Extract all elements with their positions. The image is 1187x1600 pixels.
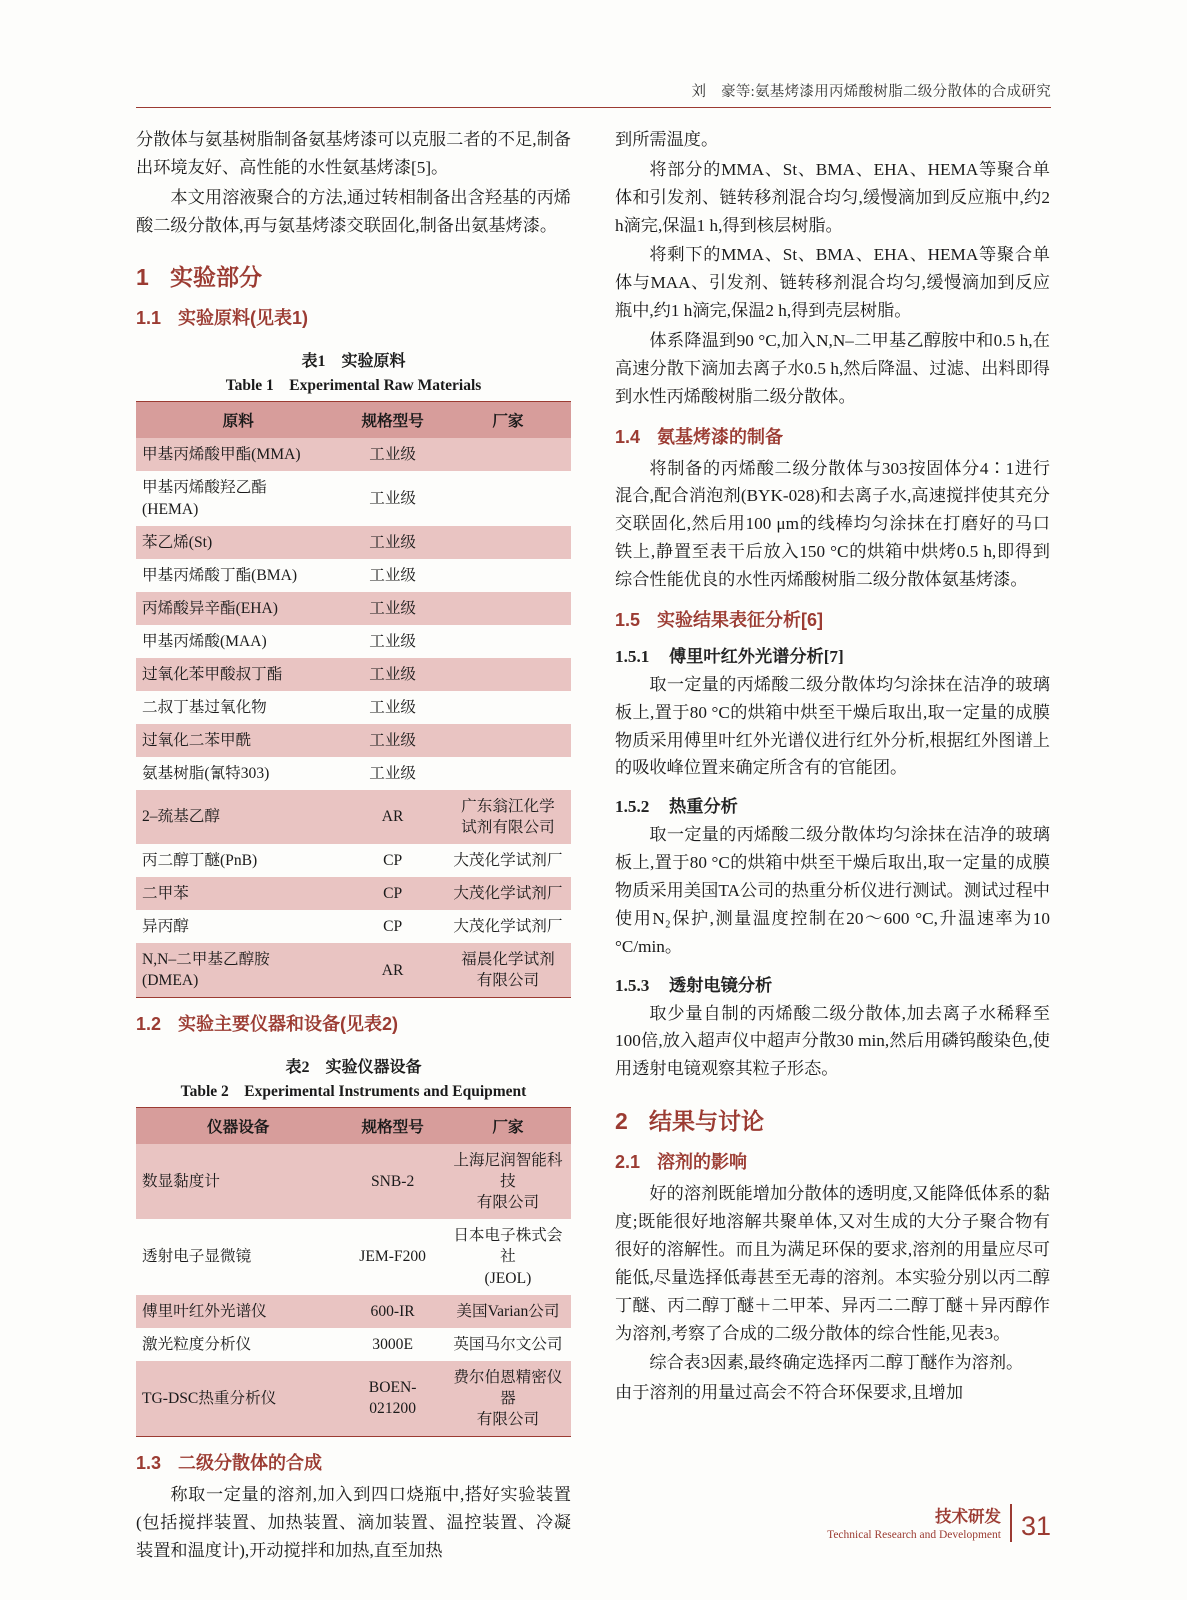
table1-caption-en: Table 1 Experimental Raw Materials — [225, 377, 482, 395]
left-column — [136, 126, 571, 1566]
table-raw-materials — [136, 402, 571, 997]
column-header: 仪器设备 — [136, 1108, 340, 1144]
table-row — [136, 526, 571, 559]
table-instruments — [136, 1108, 571, 1436]
subsection-title: 实验原料(见表1) — [178, 308, 308, 329]
page-footer — [827, 1504, 1051, 1542]
table-row — [136, 877, 571, 910]
header-rule — [136, 107, 1051, 108]
table-cell: JEM-F200 — [359, 1248, 426, 1266]
section-number: 2 — [615, 1108, 628, 1135]
table-cell: 二叔丁基过氧化物 — [142, 698, 267, 716]
subsection-title: 溶剂的影响 — [657, 1152, 747, 1173]
subsubsection-heading-1-5-1 — [615, 642, 1050, 667]
table-cell — [445, 757, 571, 790]
table-cell: 工业级 — [369, 764, 417, 782]
paragraph: 取少量自制的丙烯酸二级分散体,加去离子水稀释至100倍,放入超声仪中超声分散30 min,然后用磷钨酸染色,使用透射电镜观察其粒子形态。 — [615, 1003, 1050, 1079]
table-row — [136, 790, 571, 844]
table-cell — [445, 592, 571, 625]
subsubsection-title: 热重分析 — [669, 797, 738, 817]
table-cell: 工业级 — [340, 592, 444, 625]
running-head: 刘 豪等:氨基烤漆用丙烯酸树脂二级分散体的合成研究 — [691, 84, 1051, 100]
column-header: 原料 — [136, 402, 340, 438]
paragraph: 分散体与氨基树脂制备氨基烤漆可以克服二者的不足,制备出环境友好、高性能的水性氨基烤漆[5]。 — [136, 130, 571, 177]
table-cell: CP — [340, 877, 444, 910]
table-row — [136, 1219, 571, 1294]
table-row — [136, 438, 571, 471]
table1-wrapper — [136, 401, 571, 998]
paragraph: 将制备的丙烯酸二级分散体与303按固体分4∶1进行混合,配合消泡剂(BYK-028)和去离子水,高速搅拌使其充分交联固化,然后用100 μm的线棒均匀涂抹在打磨好的马口铁上,静置至表干后放入150 °C的烘箱中烘烤0.5 h,即得到综合性能优良的水性丙烯酸树脂二级分散体氨基烤漆。 — [615, 458, 1050, 590]
subsubsection-number: 1.5.3 — [615, 975, 650, 995]
table-cell: 广东翁江化学 试剂有限公司 — [445, 790, 571, 844]
table-row — [136, 559, 571, 592]
footer-text — [827, 1507, 1001, 1542]
subsection-heading-2-1 — [615, 1148, 1050, 1174]
table-cell: 工业级 — [369, 632, 417, 650]
subsection-number: 2.1 — [615, 1152, 641, 1173]
table-cell: 苯乙烯(St) — [136, 526, 340, 559]
table-cell: 甲基丙烯酸丁酯(BMA) — [142, 566, 298, 584]
paragraph: 本文用溶液聚合的方法,通过转相制备出含羟基的丙烯酸二级分散体,再与氨基烤漆交联固化,制备出氨基烤漆。 — [136, 187, 571, 235]
table-row — [136, 724, 571, 757]
table-row — [136, 1295, 571, 1328]
page-number: 31 — [1020, 1511, 1051, 1541]
table-cell: 工业级 — [369, 566, 417, 584]
table-cell: 甲基丙烯酸羟乙酯 (HEMA) — [142, 479, 267, 518]
section-number: 1 — [136, 264, 149, 291]
two-column-layout — [136, 126, 1051, 1566]
table-row — [136, 844, 571, 877]
table-cell: 二甲苯 — [136, 877, 340, 910]
table-row — [136, 471, 571, 525]
column-header: 规格型号 — [340, 402, 444, 438]
subsection-heading-1-3 — [136, 1449, 571, 1475]
subsection-heading-1-2 — [136, 1010, 571, 1036]
table-cell: AR — [340, 943, 444, 997]
table2-caption-cn: 表2 实验仪器设备 — [285, 1059, 422, 1077]
page-inner — [136, 80, 1051, 1566]
table-cell: 大茂化学试剂厂 — [453, 918, 563, 936]
table-cell: 2–巯基乙醇 — [136, 790, 340, 844]
table-cell: N,N–二甲基乙醇胺 (DMEA) — [136, 943, 340, 997]
table-cell: 日本电子株式会社 (JEOL) — [453, 1227, 563, 1287]
subsubsection-title: 透射电镜分析 — [669, 975, 773, 995]
table-cell: BOEN-021200 — [340, 1361, 444, 1436]
table-row — [136, 592, 571, 625]
subsection-number: 1.4 — [615, 426, 641, 447]
table-cell: 福晨化学试剂 有限公司 — [445, 943, 571, 997]
subsection-title: 氨基烤漆的制备 — [657, 426, 783, 447]
table-cell: 600-IR — [340, 1295, 444, 1328]
table-cell — [445, 658, 571, 691]
section-heading-2 — [615, 1103, 1050, 1136]
table-row — [136, 1328, 571, 1361]
table-cell: 工业级 — [369, 490, 417, 507]
table-header-row — [136, 402, 571, 438]
paragraph: 好的溶剂既能增加分散体的透明度,又能降低体系的黏度;既能很好地溶解共聚单体,又对生成的大分子聚合物有很好的溶解性。而且为满足环保的要求,溶剂的用量应尽可能低,尽量选择低毒甚至无毒的溶剂。本实验分别以丙二醇丁醚、丙二醇丁醚＋二甲苯、异丙二二醇丁醚＋异丙醇作为溶剂,考察了合成的二级分散体的综合性能,见表3。 — [615, 1184, 1050, 1343]
table-cell: 工业级 — [340, 438, 444, 471]
table-cell: 工业级 — [340, 658, 444, 691]
table-cell: 工业级 — [369, 698, 417, 716]
subsubsection-heading-1-5-2 — [615, 792, 1050, 817]
paragraph: 综合表3因素,最终确定选择丙二醇丁醚作为溶剂。 — [649, 1353, 1024, 1373]
table-cell: 激光粒度分析仪 — [142, 1335, 252, 1353]
subsection-number: 1.1 — [136, 308, 162, 329]
table-cell: 大茂化学试剂厂 — [453, 852, 563, 870]
table-cell: CP — [383, 852, 403, 870]
table-row — [136, 757, 571, 790]
table-cell: 甲基丙烯酸(MAA) — [142, 632, 267, 650]
column-header: 厂家 — [445, 1108, 571, 1144]
paragraph: 称取一定量的溶剂,加入到四口烧瓶中,搭好实验装置(包括搅拌装置、加热装置、滴加装置、温控装置、冷凝装置和温度计),开动搅拌和加热,直至加热 — [136, 1484, 571, 1560]
footer-section-cn: 技术研发 — [934, 1508, 1001, 1526]
table-cell: 异丙醇 — [142, 918, 189, 936]
table-cell: 费尔伯恩精密仪器 有限公司 — [445, 1361, 571, 1436]
table1-caption-cn: 表1 实验原料 — [301, 353, 406, 371]
section-heading-1 — [136, 259, 571, 292]
table-row — [136, 910, 571, 943]
subsubsection-number: 1.5.2 — [615, 797, 650, 817]
table-cell: AR — [340, 790, 444, 844]
table-cell: 氨基树脂(氰特303) — [142, 764, 270, 782]
table-cell: 工业级 — [340, 724, 444, 757]
table-cell — [445, 559, 571, 592]
table-row — [136, 1361, 571, 1436]
subsection-title: 实验结果表征分析[6] — [657, 609, 823, 630]
table-cell: 丙二醇丁醚(PnB) — [142, 852, 258, 870]
table-cell — [445, 471, 571, 525]
table-row — [136, 625, 571, 658]
subsubsection-heading-1-5-3 — [615, 971, 1050, 996]
table-cell — [445, 438, 571, 471]
table-cell: 数显黏度计 — [136, 1144, 340, 1219]
table-cell: 工业级 — [340, 526, 444, 559]
table-row — [136, 943, 571, 997]
table-cell — [445, 691, 571, 724]
table-cell: 透射电子显微镜 — [142, 1248, 252, 1266]
paragraph: 取一定量的丙烯酸二级分散体均匀涂抹在洁净的玻璃板上,置于80 °C的烘箱中烘至干燥后取出,取一定量的成膜物质采用美国TA公司的热重分析仪进行测试。测试过程中使用N₂保护,测量温度控制在20～600 °C,升温速率为10 °C/min。 — [615, 825, 1050, 956]
table-cell: 美国Varian公司 — [445, 1295, 571, 1328]
table-cell: 丙烯酸异辛酯(EHA) — [136, 592, 340, 625]
table-cell — [445, 724, 571, 757]
column-header: 规格型号 — [340, 1108, 444, 1144]
table-row — [136, 1144, 571, 1219]
subsubsection-number: 1.5.1 — [615, 646, 650, 666]
table-cell: 过氧化二苯甲酰 — [136, 724, 340, 757]
right-column — [615, 126, 1050, 1566]
subsection-heading-1-4 — [615, 423, 1050, 449]
table-row — [136, 658, 571, 691]
table-cell: 甲基丙烯酸甲酯(MMA) — [136, 438, 340, 471]
subsection-heading-1-5 — [615, 606, 1050, 632]
section-title: 实验部分 — [170, 264, 262, 291]
table2-caption-en: Table 2 Experimental Instruments and Equipment — [180, 1083, 527, 1101]
table-cell — [445, 526, 571, 559]
subsection-title: 实验主要仪器和设备(见表2) — [178, 1014, 398, 1035]
subsubsection-title: 傅里叶红外光谱分析[7] — [669, 646, 844, 666]
table-cell — [445, 625, 571, 658]
subsection-heading-1-1 — [136, 304, 571, 330]
table-cell: 大茂化学试剂厂 — [445, 877, 571, 910]
subsection-number: 1.2 — [136, 1014, 162, 1035]
table-cell: CP — [383, 918, 403, 936]
table-cell: TG-DSC热重分析仪 — [136, 1361, 340, 1436]
section-title: 结果与讨论 — [649, 1108, 764, 1135]
table-cell: 过氧化苯甲酸叔丁酯 — [136, 658, 340, 691]
column-header: 厂家 — [445, 402, 571, 438]
subsection-title: 二级分散体的合成 — [178, 1452, 322, 1473]
table-header-row — [136, 1108, 571, 1144]
table-cell: 上海尼润智能科技 有限公司 — [445, 1144, 571, 1219]
table2-wrapper — [136, 1107, 571, 1437]
paragraph: 将剩下的MMA、St、BMA、EHA、HEMA等聚合单体与MAA、引发剂、链转移剂混合均匀,缓慢滴加到反应瓶中,约1 h滴完,保温2 h,得到壳层树脂。 — [615, 245, 1050, 321]
table-row — [136, 691, 571, 724]
footer-section-en: Technical Research and Development — [827, 1528, 1001, 1541]
paragraph: 取一定量的丙烯酸二级分散体均匀涂抹在洁净的玻璃板上,置于80 °C的烘箱中烘至干燥后取出,取一定量的成膜物质采用傅里叶红外光谱仪进行红外分析,根据红外图谱上的吸收峰位置来确定所含有的官能团。 — [615, 674, 1050, 778]
paragraph: 到所需温度。 — [615, 130, 719, 149]
footer-divider — [1010, 1504, 1012, 1542]
subsection-number: 1.3 — [136, 1452, 162, 1473]
table-cell: 傅里叶红外光谱仪 — [136, 1295, 340, 1328]
paragraph: 将部分的MMA、St、BMA、EHA、HEMA等聚合单体和引发剂、链转移剂混合均匀,缓慢滴加到反应瓶中,约2 h滴完,保温1 h,得到核层树脂。 — [615, 159, 1050, 235]
table-cell: SNB-2 — [340, 1144, 444, 1219]
subsection-number: 1.5 — [615, 609, 641, 630]
paragraph: 由于溶剂的用量过高会不符合环保要求,且增加 — [615, 1383, 964, 1403]
table-cell: 英国马尔文公司 — [453, 1335, 563, 1353]
paragraph: 体系降温到90 °C,加入N,N–二甲基乙醇胺中和0.5 h,在高速分散下滴加去离子水0.5 h,然后降温、过滤、出料即得到水性丙烯酸树脂二级分散体。 — [615, 331, 1050, 406]
table-cell: 3000E — [372, 1335, 413, 1353]
